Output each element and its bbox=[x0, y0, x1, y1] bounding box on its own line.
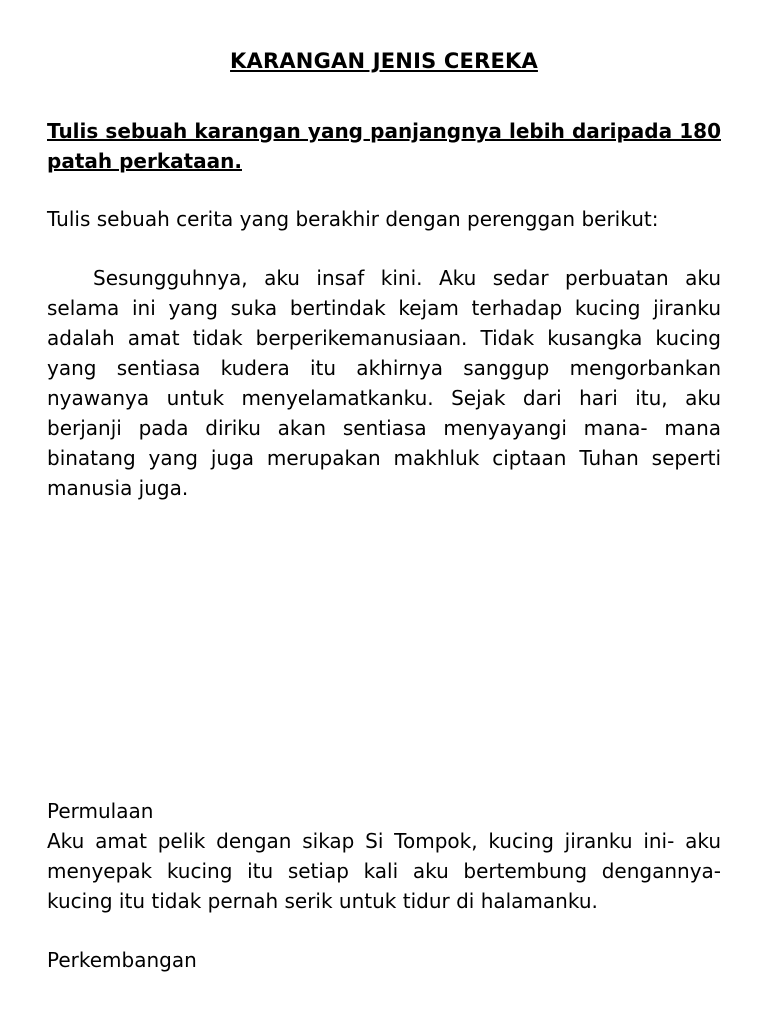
section-heading-perkembangan: Perkembangan bbox=[47, 948, 197, 972]
ending-paragraph: Sesungguhnya, aku insaf kini. Aku sedar perbuatan aku selama ini yang suka bertindak kejam terhadap kucing jiranku adalah amat tidak berperikemanusiaan. Tidak kusangka kucing yang sentiasa kudera itu akhirnya sanggup mengorbankan nyawanya untuk menyelamatkanku. Sejak dari hari itu, aku berjanji pada diriku akan sentiasa menyayangi mana- mana binatang yang juga merupakan makhluk ciptaan Tuhan seperti manusia juga. bbox=[47, 266, 721, 500]
section-text-permulaan: Aku amat pelik dengan sikap Si Tompok, kucing jiranku ini- aku menyepak kucing itu setiap kali aku bertembung dengannya- kucing itu tidak pernah serik untuk tidur di halamanku. bbox=[47, 829, 721, 913]
document-title: KARANGAN JENIS CEREKA bbox=[230, 49, 538, 73]
essay-prompt: Tulis sebuah cerita yang berakhir dengan perenggan berikut: bbox=[47, 207, 659, 231]
essay-instruction: Tulis sebuah karangan yang panjangnya lebih daripada 180 patah perkataan. bbox=[47, 119, 721, 173]
section-heading-permulaan: Permulaan bbox=[47, 799, 154, 823]
